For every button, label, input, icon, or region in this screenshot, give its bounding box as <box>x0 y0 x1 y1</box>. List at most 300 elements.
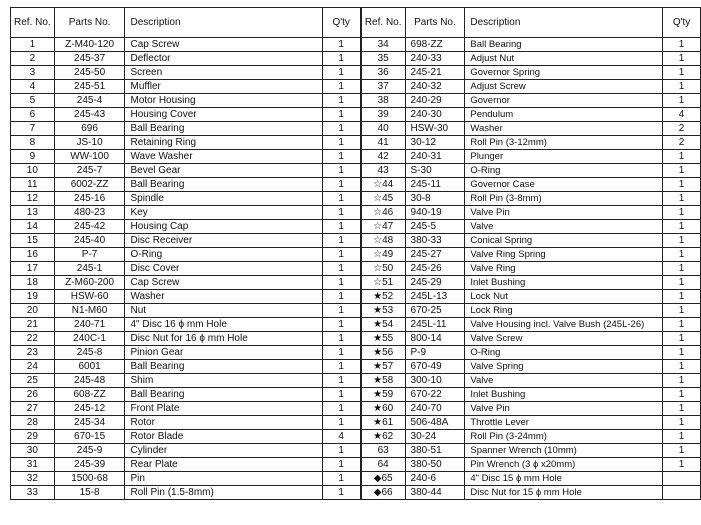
description-cell: Washer <box>465 122 663 136</box>
qty-cell: 1 <box>322 164 361 178</box>
description-cell: Roll Pin (3-8mm) <box>465 192 663 206</box>
table-row <box>11 80 701 94</box>
part-no-cell: 245-7 <box>54 164 125 178</box>
ref-no-cell: 32 <box>11 472 55 486</box>
qty-cell <box>663 486 701 500</box>
description-cell: Pin <box>125 472 322 486</box>
ref-no-cell: ☆49 <box>361 248 405 262</box>
part-no-cell: N1-M60 <box>54 304 125 318</box>
ref-no-cell: ★52 <box>361 290 405 304</box>
part-no-cell: 240-30 <box>405 108 465 122</box>
part-no-cell: 240-33 <box>405 52 465 66</box>
table-row <box>11 458 701 472</box>
qty-cell: 1 <box>322 178 361 192</box>
part-no-cell: 245L-13 <box>405 290 465 304</box>
header-description: Description <box>465 8 663 38</box>
description-cell: Valve Pin <box>465 206 663 220</box>
table-row <box>11 178 701 192</box>
qty-cell: 1 <box>322 360 361 374</box>
part-no-cell: 380-44 <box>405 486 465 500</box>
part-no-cell: 608-ZZ <box>54 388 125 402</box>
ref-no-cell: 18 <box>11 276 55 290</box>
part-no-cell: 245-21 <box>405 66 465 80</box>
qty-cell: 1 <box>663 276 701 290</box>
table-row <box>11 360 701 374</box>
ref-no-cell: ★61 <box>361 416 405 430</box>
table-row <box>11 472 701 486</box>
ref-no-cell: 37 <box>361 80 405 94</box>
description-cell: Screen <box>125 66 322 80</box>
ref-no-cell: ★55 <box>361 332 405 346</box>
description-cell: Deflector <box>125 52 322 66</box>
qty-cell: 1 <box>663 290 701 304</box>
part-no-cell: P-9 <box>405 346 465 360</box>
ref-no-cell: 7 <box>11 122 55 136</box>
description-cell: Rotor <box>125 416 322 430</box>
part-no-cell: 940-19 <box>405 206 465 220</box>
table-row <box>11 444 701 458</box>
part-no-cell: 245-27 <box>405 248 465 262</box>
qty-cell <box>663 472 701 486</box>
part-no-cell: 670-25 <box>405 304 465 318</box>
description-cell: Front Plate <box>125 402 322 416</box>
description-cell: Muffler <box>125 80 322 94</box>
table-row <box>11 276 701 290</box>
description-cell: Lock Nut <box>465 290 663 304</box>
ref-no-cell: 40 <box>361 122 405 136</box>
header-ref-no: Ref. No. <box>361 8 405 38</box>
description-cell: Retaining Ring <box>125 136 322 150</box>
description-cell: Valve Ring Spring <box>465 248 663 262</box>
part-no-cell: S-30 <box>405 164 465 178</box>
ref-no-cell: 3 <box>11 66 55 80</box>
ref-no-cell: ☆44 <box>361 178 405 192</box>
description-cell: Housing Cover <box>125 108 322 122</box>
part-no-cell: 245-39 <box>54 458 125 472</box>
qty-cell: 1 <box>663 262 701 276</box>
description-cell: Cylinder <box>125 444 322 458</box>
qty-cell: 1 <box>322 262 361 276</box>
qty-cell: 1 <box>663 430 701 444</box>
ref-no-cell: 33 <box>11 486 55 500</box>
part-no-cell: 380-51 <box>405 444 465 458</box>
ref-no-cell: ☆46 <box>361 206 405 220</box>
qty-cell: 1 <box>663 220 701 234</box>
description-cell: Shim <box>125 374 322 388</box>
part-no-cell: 380-33 <box>405 234 465 248</box>
part-no-cell: 300-10 <box>405 374 465 388</box>
description-cell: Valve Ring <box>465 262 663 276</box>
part-no-cell: 696 <box>54 122 125 136</box>
header-description: Description <box>125 8 322 38</box>
qty-cell: 1 <box>663 52 701 66</box>
table-row <box>11 248 701 262</box>
part-no-cell: 240-6 <box>405 472 465 486</box>
ref-no-cell: ★54 <box>361 318 405 332</box>
ref-no-cell: ★58 <box>361 374 405 388</box>
ref-no-cell: 26 <box>11 388 55 402</box>
ref-no-cell: 43 <box>361 164 405 178</box>
description-cell: Motor Housing <box>125 94 322 108</box>
part-no-cell: 380-50 <box>405 458 465 472</box>
qty-cell: 1 <box>663 402 701 416</box>
qty-cell: 1 <box>663 206 701 220</box>
table-row <box>11 164 701 178</box>
ref-no-cell: 5 <box>11 94 55 108</box>
part-no-cell: 245-11 <box>405 178 465 192</box>
description-cell: Roll Pin (3-24mm) <box>465 430 663 444</box>
description-cell: Pendulum <box>465 108 663 122</box>
qty-cell: 1 <box>322 318 361 332</box>
description-cell: 4" Disc 15 ϕ mm Hole <box>465 472 663 486</box>
ref-no-cell: 6 <box>11 108 55 122</box>
part-no-cell: JS-10 <box>54 136 125 150</box>
ref-no-cell: ☆50 <box>361 262 405 276</box>
qty-cell: 1 <box>322 38 361 52</box>
ref-no-cell: 12 <box>11 192 55 206</box>
ref-no-cell: ☆51 <box>361 276 405 290</box>
table-row <box>11 108 701 122</box>
qty-cell: 1 <box>322 94 361 108</box>
part-no-cell: 698-ZZ <box>405 38 465 52</box>
qty-cell: 1 <box>322 346 361 360</box>
part-no-cell: 800-14 <box>405 332 465 346</box>
qty-cell: 1 <box>663 234 701 248</box>
description-cell: Roll Pin (1.5-8mm) <box>125 486 322 500</box>
part-no-cell: 245-43 <box>54 108 125 122</box>
part-no-cell: 245-1 <box>54 262 125 276</box>
description-cell: Pin Wrench (3 ϕ x20mm) <box>465 458 663 472</box>
ref-no-cell: 29 <box>11 430 55 444</box>
part-no-cell: 245-9 <box>54 444 125 458</box>
ref-no-cell: 14 <box>11 220 55 234</box>
description-cell: Throttle Lever <box>465 416 663 430</box>
qty-cell: 1 <box>322 486 361 500</box>
ref-no-cell: ◆65 <box>361 472 405 486</box>
table-row <box>11 346 701 360</box>
ref-no-cell: ★56 <box>361 346 405 360</box>
qty-cell: 1 <box>663 416 701 430</box>
ref-no-cell: 31 <box>11 458 55 472</box>
qty-cell: 1 <box>663 332 701 346</box>
part-no-cell: 6001 <box>54 360 125 374</box>
description-cell: O-Ring <box>465 164 663 178</box>
part-no-cell: 245-48 <box>54 374 125 388</box>
table-row <box>11 430 701 444</box>
qty-cell: 1 <box>322 136 361 150</box>
description-cell: Ball Bearing <box>125 122 322 136</box>
part-no-cell: 245-5 <box>405 220 465 234</box>
qty-cell: 1 <box>322 150 361 164</box>
header-ref-no: Ref. No. <box>11 8 55 38</box>
qty-cell: 1 <box>322 402 361 416</box>
description-cell: Cap Screw <box>125 276 322 290</box>
part-no-cell: 245-40 <box>54 234 125 248</box>
description-cell: Disc Nut for 16 ϕ mm Hole <box>125 332 322 346</box>
header-parts-no: Parts No. <box>405 8 465 38</box>
qty-cell: 1 <box>663 248 701 262</box>
description-cell: Disc Receiver <box>125 234 322 248</box>
description-cell: O-Ring <box>465 346 663 360</box>
table-row <box>11 38 701 52</box>
part-no-cell: 30-8 <box>405 192 465 206</box>
description-cell: Pinion Gear <box>125 346 322 360</box>
ref-no-cell: 11 <box>11 178 55 192</box>
ref-no-cell: 23 <box>11 346 55 360</box>
ref-no-cell: 34 <box>361 38 405 52</box>
qty-cell: 1 <box>322 374 361 388</box>
description-cell: Rotor Blade <box>125 430 322 444</box>
table-row <box>11 416 701 430</box>
part-no-cell: 670-49 <box>405 360 465 374</box>
ref-no-cell: 41 <box>361 136 405 150</box>
part-no-cell: 240-29 <box>405 94 465 108</box>
qty-cell: 1 <box>663 360 701 374</box>
qty-cell: 1 <box>663 66 701 80</box>
table-row <box>11 332 701 346</box>
ref-no-cell: 10 <box>11 164 55 178</box>
part-no-cell: 245-50 <box>54 66 125 80</box>
qty-cell: 1 <box>322 248 361 262</box>
description-cell: Ball Bearing <box>125 178 322 192</box>
qty-cell: 1 <box>322 332 361 346</box>
part-no-cell: 245-51 <box>54 80 125 94</box>
ref-no-cell: 22 <box>11 332 55 346</box>
part-no-cell: 670-22 <box>405 388 465 402</box>
part-no-cell: 6002-ZZ <box>54 178 125 192</box>
parts-list-table <box>10 7 701 500</box>
ref-no-cell: 63 <box>361 444 405 458</box>
ref-no-cell: 8 <box>11 136 55 150</box>
description-cell: Valve <box>465 374 663 388</box>
table-row <box>11 374 701 388</box>
description-cell: Disc Cover <box>125 262 322 276</box>
part-no-cell: 245-8 <box>54 346 125 360</box>
qty-cell: 1 <box>322 206 361 220</box>
table-row <box>11 192 701 206</box>
table-row <box>11 486 701 500</box>
description-cell: Inlet Bushing <box>465 276 663 290</box>
ref-no-cell: ☆47 <box>361 220 405 234</box>
table-row <box>11 122 701 136</box>
description-cell: Key <box>125 206 322 220</box>
part-no-cell: 240-31 <box>405 150 465 164</box>
part-no-cell: 670-15 <box>54 430 125 444</box>
parts-table-body <box>11 38 701 500</box>
description-cell: Ball Bearing <box>125 388 322 402</box>
table-row <box>11 402 701 416</box>
table-header-row <box>11 8 701 38</box>
qty-cell: 2 <box>663 136 701 150</box>
description-cell: Valve Screw <box>465 332 663 346</box>
ref-no-cell: 28 <box>11 416 55 430</box>
description-cell: Ball Bearing <box>125 360 322 374</box>
qty-cell: 1 <box>322 80 361 94</box>
ref-no-cell: 27 <box>11 402 55 416</box>
ref-no-cell: 38 <box>361 94 405 108</box>
qty-cell: 4 <box>663 108 701 122</box>
description-cell: Valve Spring <box>465 360 663 374</box>
qty-cell: 1 <box>322 304 361 318</box>
qty-cell: 1 <box>663 150 701 164</box>
header-parts-no: Parts No. <box>54 8 125 38</box>
description-cell: Roll Pin (3-12mm) <box>465 136 663 150</box>
ref-no-cell: ☆48 <box>361 234 405 248</box>
ref-no-cell: 39 <box>361 108 405 122</box>
part-no-cell: WW-100 <box>54 150 125 164</box>
ref-no-cell: 13 <box>11 206 55 220</box>
part-no-cell: 30-12 <box>405 136 465 150</box>
ref-no-cell: 15 <box>11 234 55 248</box>
description-cell: Washer <box>125 290 322 304</box>
qty-cell: 1 <box>663 374 701 388</box>
ref-no-cell: ★59 <box>361 388 405 402</box>
description-cell: Valve Housing incl. Valve Bush (245L-26) <box>465 318 663 332</box>
qty-cell: 1 <box>663 444 701 458</box>
table-row <box>11 220 701 234</box>
qty-cell: 1 <box>663 388 701 402</box>
description-cell: 4" Disc 16 ϕ mm Hole <box>125 318 322 332</box>
part-no-cell: 245-34 <box>54 416 125 430</box>
part-no-cell: 245L-11 <box>405 318 465 332</box>
qty-cell: 1 <box>322 66 361 80</box>
qty-cell: 1 <box>663 80 701 94</box>
part-no-cell: 245-12 <box>54 402 125 416</box>
description-cell: Wave Washer <box>125 150 322 164</box>
ref-no-cell: 2 <box>11 52 55 66</box>
part-no-cell: 1500-68 <box>54 472 125 486</box>
ref-no-cell: 19 <box>11 290 55 304</box>
description-cell: Valve Pin <box>465 402 663 416</box>
part-no-cell: 245-42 <box>54 220 125 234</box>
ref-no-cell: 4 <box>11 80 55 94</box>
ref-no-cell: 36 <box>361 66 405 80</box>
description-cell: Governor Spring <box>465 66 663 80</box>
description-cell: Conical Spring <box>465 234 663 248</box>
description-cell: Lock Ring <box>465 304 663 318</box>
part-no-cell: 480-23 <box>54 206 125 220</box>
qty-cell: 1 <box>322 192 361 206</box>
ref-no-cell: 24 <box>11 360 55 374</box>
ref-no-cell: 30 <box>11 444 55 458</box>
description-cell: Disc Nut for 15 ϕ mm Hole <box>465 486 663 500</box>
qty-cell: 1 <box>322 52 361 66</box>
table-row <box>11 234 701 248</box>
table-row <box>11 136 701 150</box>
qty-cell: 1 <box>322 290 361 304</box>
table-row <box>11 206 701 220</box>
table-row <box>11 388 701 402</box>
description-cell: Spindle <box>125 192 322 206</box>
qty-cell: 1 <box>663 346 701 360</box>
part-no-cell: 240C-1 <box>54 332 125 346</box>
ref-no-cell: 21 <box>11 318 55 332</box>
qty-cell: 1 <box>663 304 701 318</box>
qty-cell: 1 <box>663 38 701 52</box>
part-no-cell: Z-M40-120 <box>54 38 125 52</box>
description-cell: Valve <box>465 220 663 234</box>
qty-cell: 1 <box>322 416 361 430</box>
description-cell: Adjust Nut <box>465 52 663 66</box>
qty-cell: 1 <box>663 94 701 108</box>
qty-cell: 1 <box>663 318 701 332</box>
description-cell: Rear Plate <box>125 458 322 472</box>
qty-cell: 1 <box>322 220 361 234</box>
part-no-cell: Z-M60-200 <box>54 276 125 290</box>
qty-cell: 1 <box>663 458 701 472</box>
qty-cell: 1 <box>322 234 361 248</box>
table-row <box>11 52 701 66</box>
part-no-cell: 15-8 <box>54 486 125 500</box>
description-cell: Cap Screw <box>125 38 322 52</box>
part-no-cell: 506-48A <box>405 416 465 430</box>
ref-no-cell: 17 <box>11 262 55 276</box>
part-no-cell: 30-24 <box>405 430 465 444</box>
part-no-cell: 245-16 <box>54 192 125 206</box>
ref-no-cell: ★53 <box>361 304 405 318</box>
ref-no-cell: 35 <box>361 52 405 66</box>
ref-no-cell: ◆66 <box>361 486 405 500</box>
part-no-cell: HSW-30 <box>405 122 465 136</box>
qty-cell: 1 <box>322 108 361 122</box>
ref-no-cell: ★62 <box>361 430 405 444</box>
table-row <box>11 94 701 108</box>
description-cell: O-Ring <box>125 248 322 262</box>
description-cell: Plunger <box>465 150 663 164</box>
qty-cell: 1 <box>663 178 701 192</box>
table-row <box>11 304 701 318</box>
table-row <box>11 66 701 80</box>
description-cell: Governor Case <box>465 178 663 192</box>
qty-cell: 1 <box>322 122 361 136</box>
ref-no-cell: 16 <box>11 248 55 262</box>
table-row <box>11 150 701 164</box>
description-cell: Bevel Gear <box>125 164 322 178</box>
ref-no-cell: 9 <box>11 150 55 164</box>
qty-cell: 1 <box>322 444 361 458</box>
table-row <box>11 262 701 276</box>
part-no-cell: 240-32 <box>405 80 465 94</box>
description-cell: Housing Cap <box>125 220 322 234</box>
part-no-cell: 240-71 <box>54 318 125 332</box>
part-no-cell: P-7 <box>54 248 125 262</box>
qty-cell: 1 <box>663 164 701 178</box>
header-qty: Q'ty <box>322 8 361 38</box>
ref-no-cell: ★60 <box>361 402 405 416</box>
ref-no-cell: ☆45 <box>361 192 405 206</box>
ref-no-cell: 1 <box>11 38 55 52</box>
description-cell: Governor <box>465 94 663 108</box>
description-cell: Ball Bearing <box>465 38 663 52</box>
qty-cell: 1 <box>322 388 361 402</box>
ref-no-cell: 20 <box>11 304 55 318</box>
qty-cell: 1 <box>322 472 361 486</box>
part-no-cell: 245-29 <box>405 276 465 290</box>
header-qty: Q'ty <box>663 8 701 38</box>
description-cell: Adjust Screw <box>465 80 663 94</box>
description-cell: Nut <box>125 304 322 318</box>
qty-cell: 2 <box>663 122 701 136</box>
table-row <box>11 290 701 304</box>
qty-cell: 1 <box>322 458 361 472</box>
qty-cell: 1 <box>322 276 361 290</box>
part-no-cell: 245-4 <box>54 94 125 108</box>
part-no-cell: 245-37 <box>54 52 125 66</box>
part-no-cell: 240-70 <box>405 402 465 416</box>
part-no-cell: HSW-60 <box>54 290 125 304</box>
ref-no-cell: 64 <box>361 458 405 472</box>
table-row <box>11 318 701 332</box>
